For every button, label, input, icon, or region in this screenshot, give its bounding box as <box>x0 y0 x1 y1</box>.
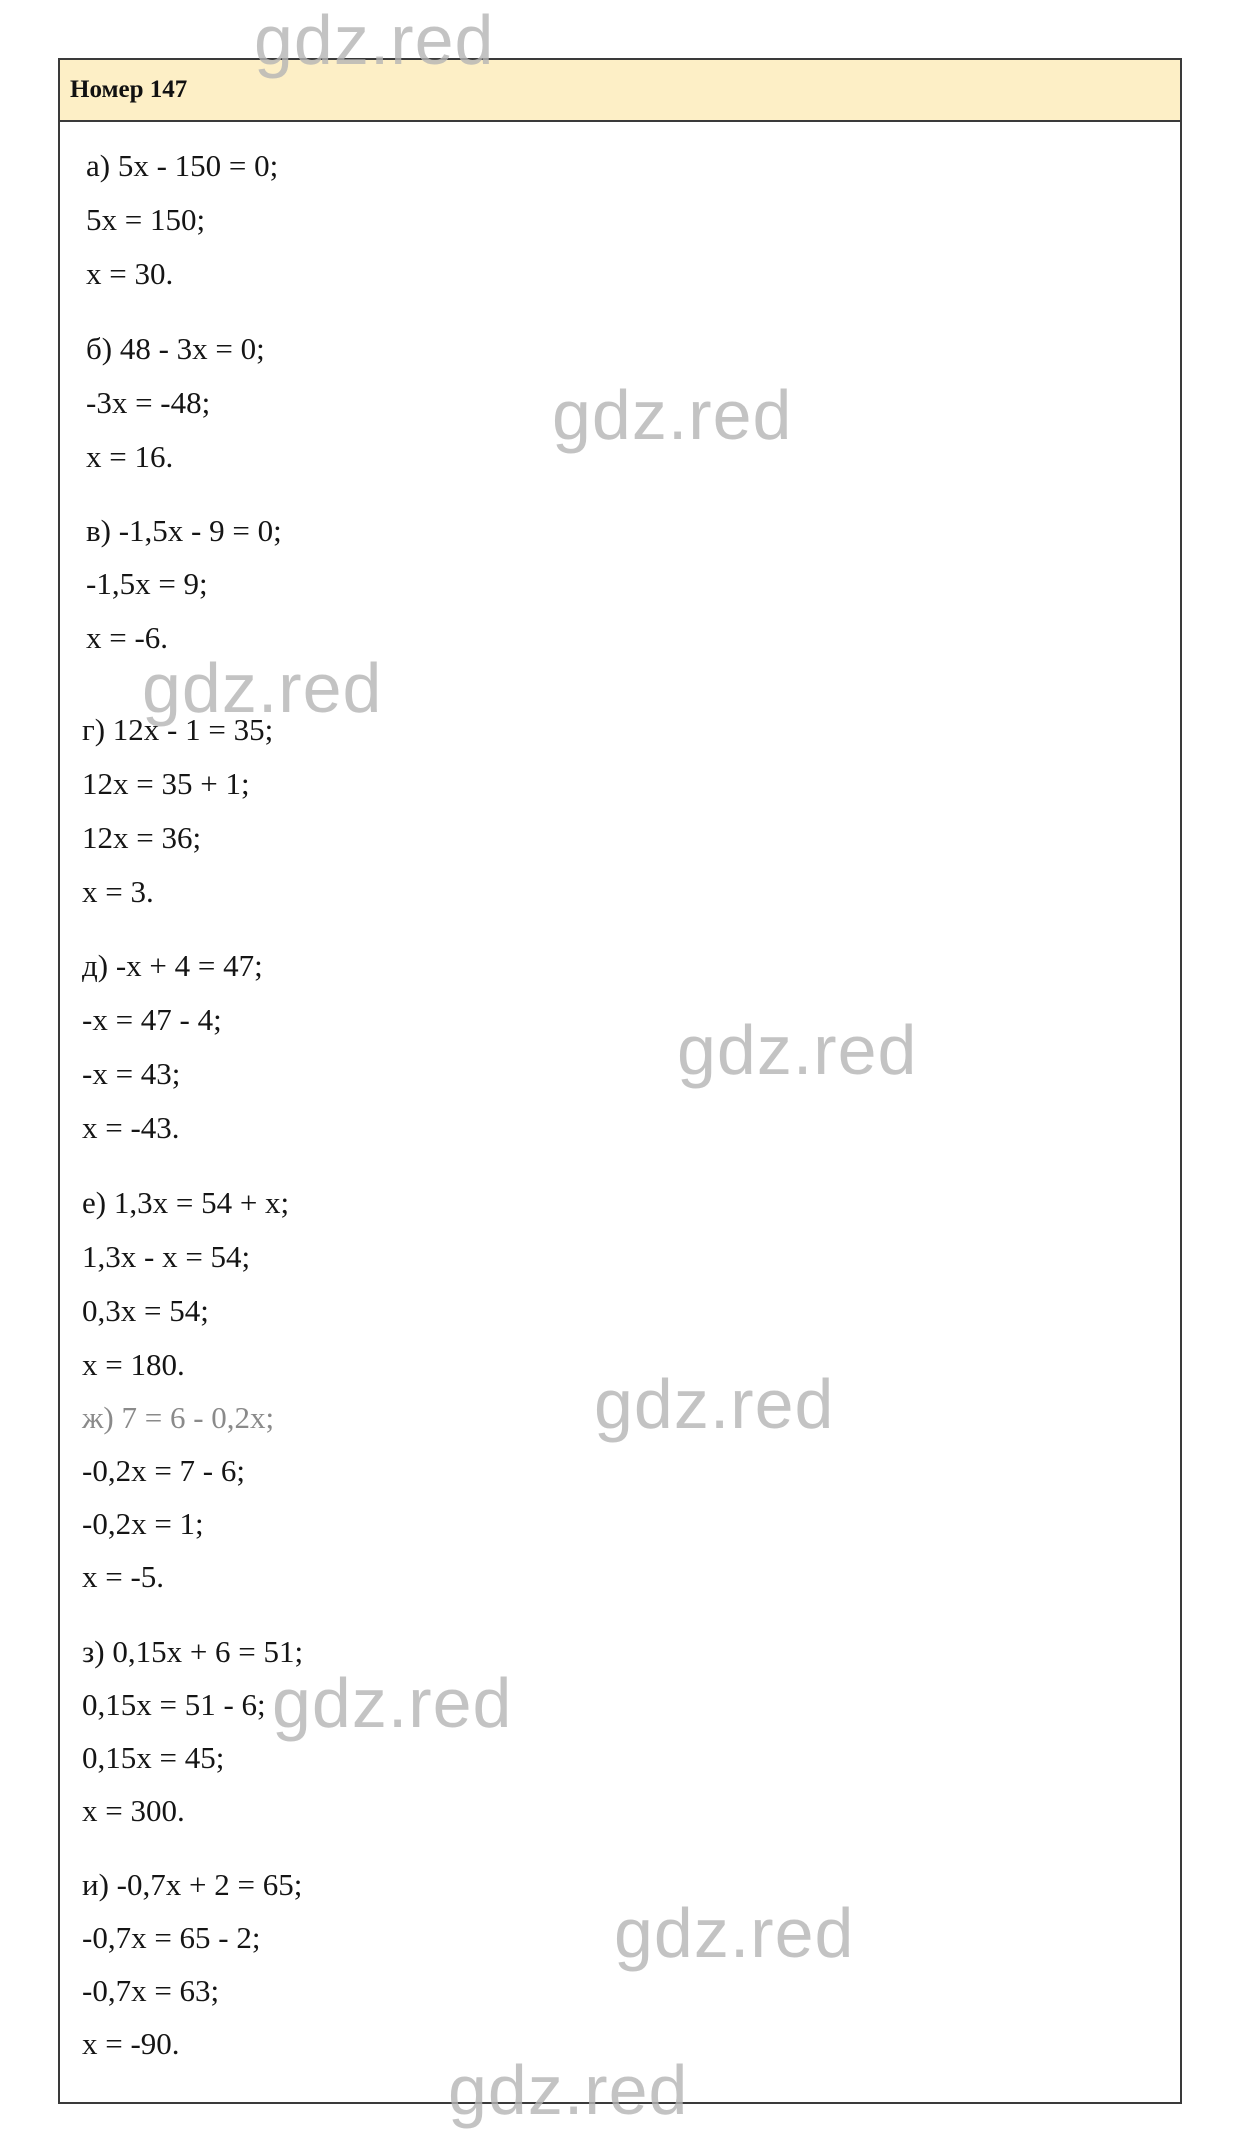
equation-i-line-1: и) -0,7x + 2 = 65; <box>82 1867 303 1902</box>
equation-g-line-2: 12x = 35 + 1; <box>82 766 250 801</box>
equation-a-line-3: x = 30. <box>86 256 174 291</box>
equation-v-line-3: x = -6. <box>86 620 169 655</box>
equation-a-line-1: а) 5x - 150 = 0; <box>86 148 279 183</box>
page-title: Номер 147 <box>70 76 188 103</box>
card-header <box>60 60 1180 122</box>
watermark: gdz.red <box>594 1365 835 1443</box>
equation-i-line-2: -0,7x = 65 - 2; <box>82 1920 261 1955</box>
watermark: gdz.red <box>448 2051 689 2129</box>
watermark: gdz.red <box>552 376 793 454</box>
equation-i-line-4: x = -90. <box>82 2026 180 2061</box>
equation-z-line-1: з) 0,15x + 6 = 51; <box>82 1634 304 1669</box>
watermark: gdz.red <box>677 1011 918 1089</box>
watermark: gdz.red <box>614 1894 855 1972</box>
equation-v-line-1: в) -1,5x - 9 = 0; <box>86 513 282 548</box>
equation-z-line-2: 0,15x = 51 - 6; <box>82 1687 266 1722</box>
equation-zh-line-2: -0,2x = 7 - 6; <box>82 1453 245 1488</box>
equation-d-line-3: -x = 43; <box>82 1056 181 1091</box>
equation-d-line-4: x = -43. <box>82 1110 180 1145</box>
watermark: gdz.red <box>142 649 383 727</box>
equation-e-line-4: x = 180. <box>82 1347 185 1382</box>
watermark: gdz.red <box>254 1 495 79</box>
equation-e-line-1: е) 1,3x = 54 + x; <box>82 1185 290 1220</box>
equation-zh-line-1: ж) 7 = 6 - 0,2x; <box>82 1400 275 1435</box>
equation-z-line-3: 0,15x = 45; <box>82 1740 225 1775</box>
equation-g-line-4: x = 3. <box>82 874 154 909</box>
equation-b-line-3: x = 16. <box>86 439 174 474</box>
equation-z-line-4: x = 300. <box>82 1793 185 1828</box>
equation-e-line-3: 0,3x = 54; <box>82 1293 209 1328</box>
equation-g-line-1: г) 12x - 1 = 35; <box>82 712 274 747</box>
equation-b-line-1: б) 48 - 3x = 0; <box>86 331 265 366</box>
equation-i-line-3: -0,7x = 63; <box>82 1973 220 2008</box>
equation-a-line-2: 5x = 150; <box>86 202 206 237</box>
equation-g-line-3: 12x = 36; <box>82 820 202 855</box>
equation-e-line-2: 1,3x - x = 54; <box>82 1239 251 1274</box>
equation-zh-line-3: -0,2x = 1; <box>82 1506 204 1541</box>
equation-d-line-2: -x = 47 - 4; <box>82 1002 222 1037</box>
watermark: gdz.red <box>272 1664 513 1742</box>
equation-b-line-2: -3x = -48; <box>86 385 211 420</box>
equation-zh-line-4: x = -5. <box>82 1559 165 1594</box>
equation-v-line-2: -1,5x = 9; <box>86 566 208 601</box>
equation-d-line-1: д) -x + 4 = 47; <box>82 948 263 983</box>
